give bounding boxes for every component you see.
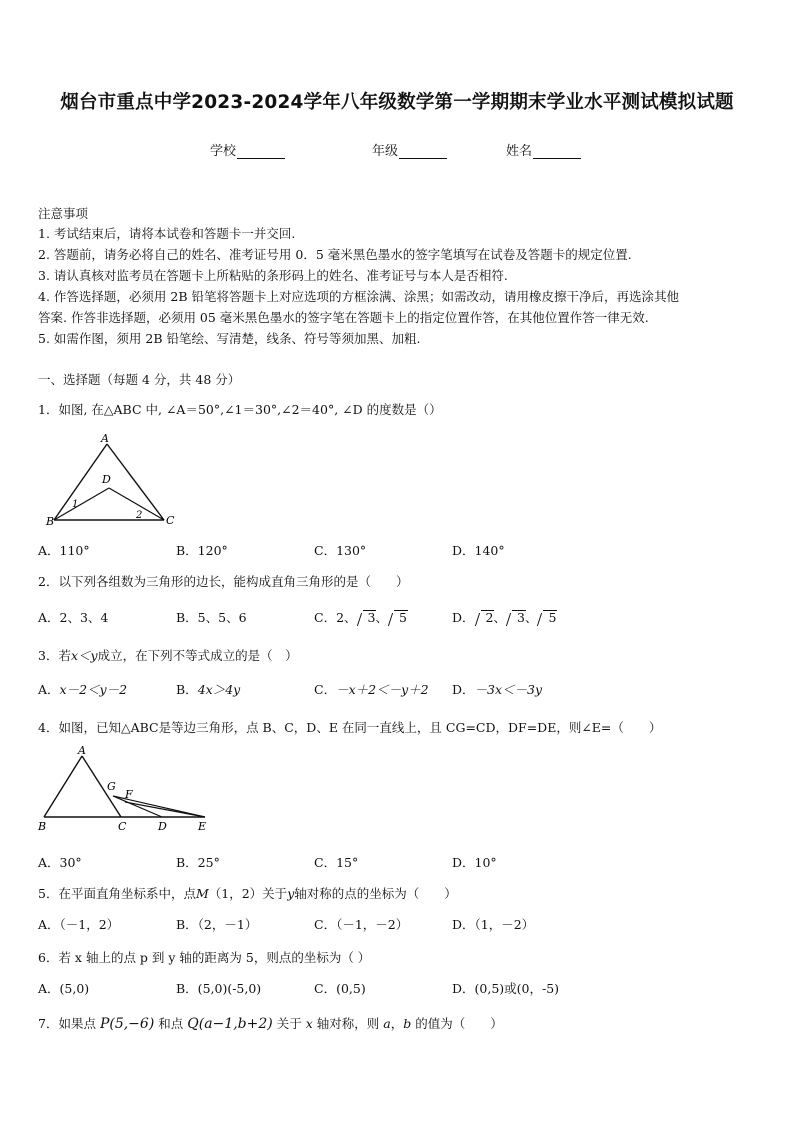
stem-prefix: 3．若 (38, 648, 71, 663)
question-1-stem: 1．如图, 在△ABC 中, ∠A＝50°,∠1＝30°,∠2＝40°, ∠D 的度数是（） (38, 402, 442, 417)
vertex-a-label: A (78, 744, 86, 757)
notice-item: 3. 请认真核对监考员在答题卡上所粘贴的条形码上的姓名、准考证号与本人是否相符. (38, 268, 508, 283)
axis-y: y (287, 886, 295, 901)
notice-item: 1. 考试结束后，请将本试卷和答题卡一并交回. (38, 226, 296, 241)
name-label: 姓名 (506, 144, 533, 159)
question-5-option-a: A．（－1，2） (38, 917, 120, 932)
grade-field (372, 140, 447, 159)
question-1-option-c: C．130° (314, 543, 367, 558)
question-2-option-b: B．5、5、6 (176, 610, 247, 625)
question-3-option-d (452, 680, 542, 698)
page-title: 烟台市重点中学2023-2024学年八年级数学第一学期期末学业水平测试模拟试题 (60, 92, 734, 113)
question-6-option-b: B．(5,0)(-5,0) (176, 981, 262, 996)
point-g-label: G (107, 780, 116, 793)
vertex-a-label: A (101, 432, 109, 445)
question-3-option-c (314, 680, 429, 698)
option-label: D． (452, 682, 475, 697)
vertex-c-label: C (166, 514, 175, 527)
option-math: －x＋2＜－y＋2 (336, 682, 429, 697)
vertex-d-label: D (158, 820, 167, 833)
option-math: x－2＜y－2 (59, 682, 128, 697)
option-label: A． (38, 682, 60, 697)
question-1-option-b: B．120° (176, 543, 228, 558)
question-3-option-b (176, 680, 240, 698)
name-field (506, 140, 581, 159)
stem-prefix: 7．如果点 (38, 1016, 96, 1031)
question-4-option-c: C．15° (314, 855, 359, 870)
segment-gd (113, 796, 162, 817)
question-2-stem: 2．以下列各组数为三角形的边长，能构成直角三角形的是（ ） (38, 574, 409, 589)
question-6-option-d: D．(0,5)或(0，-5) (452, 981, 560, 996)
point-f-label: F (125, 788, 133, 801)
sqrt-5: 5 (390, 610, 407, 625)
stem-and: 和点 (158, 1016, 184, 1031)
notice-item: 答案. 作答非选择题，必须用 05 毫米黑色墨水的签字笔在答题卡上的指定位置作答，在其他位置作答一律无效. (38, 310, 649, 325)
option-label: B． (176, 682, 198, 697)
question-6-option-a: A．(5,0) (38, 981, 90, 996)
separator: 、 (493, 610, 506, 625)
option-math: 4x＞4y (197, 682, 241, 697)
stem-mid: （1，2）关于 (208, 886, 288, 901)
angle-1-label: 1 (72, 499, 79, 510)
school-blank (237, 145, 285, 159)
angle-2-label: 2 (136, 510, 143, 521)
separator: 、 (524, 610, 538, 625)
variable-b: b (403, 1016, 412, 1031)
notice-item: 2. 答题前，请务必将自己的姓名、准考证号用 0．5 毫米黑色墨水的签字笔填写在试卷及答题卡的规定位置. (38, 247, 632, 262)
grade-label: 年级 (372, 144, 399, 159)
stem-mid2: 轴对称，则 (316, 1016, 380, 1031)
stem-mid: 关于 (276, 1016, 302, 1031)
question-2-option-d (452, 608, 556, 626)
vertex-d-label: D (102, 473, 111, 486)
side-ab (54, 444, 107, 520)
notice-item: 5. 如需作图，须用 2B 铅笔绘、写清楚，线条、符号等须加黑、加粗. (38, 331, 421, 346)
option-d-prefix: D． (452, 610, 475, 625)
question-2-option-a: A．2、3、4 (38, 610, 109, 625)
question-3-option-a (38, 680, 127, 698)
stem-suffix: 的值为（ ） (415, 1016, 503, 1031)
question-4-option-a: A．30° (38, 855, 82, 870)
question-3-stem (38, 646, 298, 664)
school-field (210, 140, 285, 159)
question-1-option-a: A．110° (38, 543, 90, 558)
vertex-c-label: C (118, 820, 127, 833)
sqrt-5: 5 (539, 610, 556, 625)
option-c-prefix: C．2、 (314, 610, 357, 625)
vertex-e-label: E (198, 820, 207, 833)
school-label: 学校 (210, 144, 237, 159)
question-5-option-b: B．（2，－1） (176, 917, 258, 932)
variable-a: a (383, 1016, 391, 1031)
sqrt-2: 2 (477, 610, 494, 625)
question-4-figure (34, 744, 219, 836)
vertex-b-label: B (38, 820, 47, 833)
question-5-stem (38, 884, 457, 902)
segment-bd (54, 488, 109, 520)
side-ab (44, 756, 82, 817)
question-2-option-c (314, 608, 407, 626)
point-p: P(5,−6) (99, 1016, 155, 1032)
question-4-option-b: B．25° (176, 855, 220, 870)
separator: 、 (375, 610, 388, 625)
question-5-option-d: D．（1，－2） (452, 917, 535, 932)
separator: ， (390, 1016, 404, 1031)
question-1-figure (38, 430, 188, 530)
question-1-option-d: D．140° (452, 543, 505, 558)
sqrt-3: 3 (508, 610, 525, 625)
question-7-stem (38, 1014, 503, 1032)
grade-blank (399, 145, 447, 159)
notice-item: 4. 作答选择题，必须用 2B 铅笔将答题卡上对应选项的方框涂满、涂黑；如需改动，请用橡皮擦干净后，再选涂其他 (38, 289, 679, 304)
section-heading: 一、选择题（每题 4 分，共 48 分） (38, 372, 241, 387)
question-6-option-c: C．(0,5) (314, 981, 366, 996)
stem-suffix: 轴对称的点的坐标为（ ） (294, 886, 457, 901)
question-4-stem: 4．如图，已知△ABC是等边三角形，点 B、C，D、E 在同一直线上，且 CG=CD，DF=DE，则∠E=（ ） (38, 720, 662, 735)
name-blank (533, 145, 581, 159)
notice-heading: 注意事项 (38, 206, 89, 221)
question-4-option-d: D．10° (452, 855, 497, 870)
condition-math: x＜y (70, 648, 98, 663)
stem-prefix: 5．在平面直角坐标系中，点 (38, 886, 196, 901)
question-5-option-c: C．（－1，－2） (314, 917, 409, 932)
point-q: Q(a−1,b+2) (187, 1016, 273, 1032)
vertex-b-label: B (46, 515, 55, 528)
side-ac (107, 444, 164, 520)
segment-fe (125, 802, 205, 817)
option-math: －3x＜－3y (474, 682, 543, 697)
sqrt-3: 3 (359, 610, 376, 625)
axis-x: x (305, 1016, 313, 1031)
option-label: C． (314, 682, 337, 697)
stem-suffix: 成立，在下列不等式成立的是（ ） (97, 648, 298, 663)
point-m: M (195, 886, 209, 901)
question-6-stem: 6．若 x 轴上的点 p 到 y 轴的距离为 5，则点的坐标为（ ） (38, 950, 371, 965)
